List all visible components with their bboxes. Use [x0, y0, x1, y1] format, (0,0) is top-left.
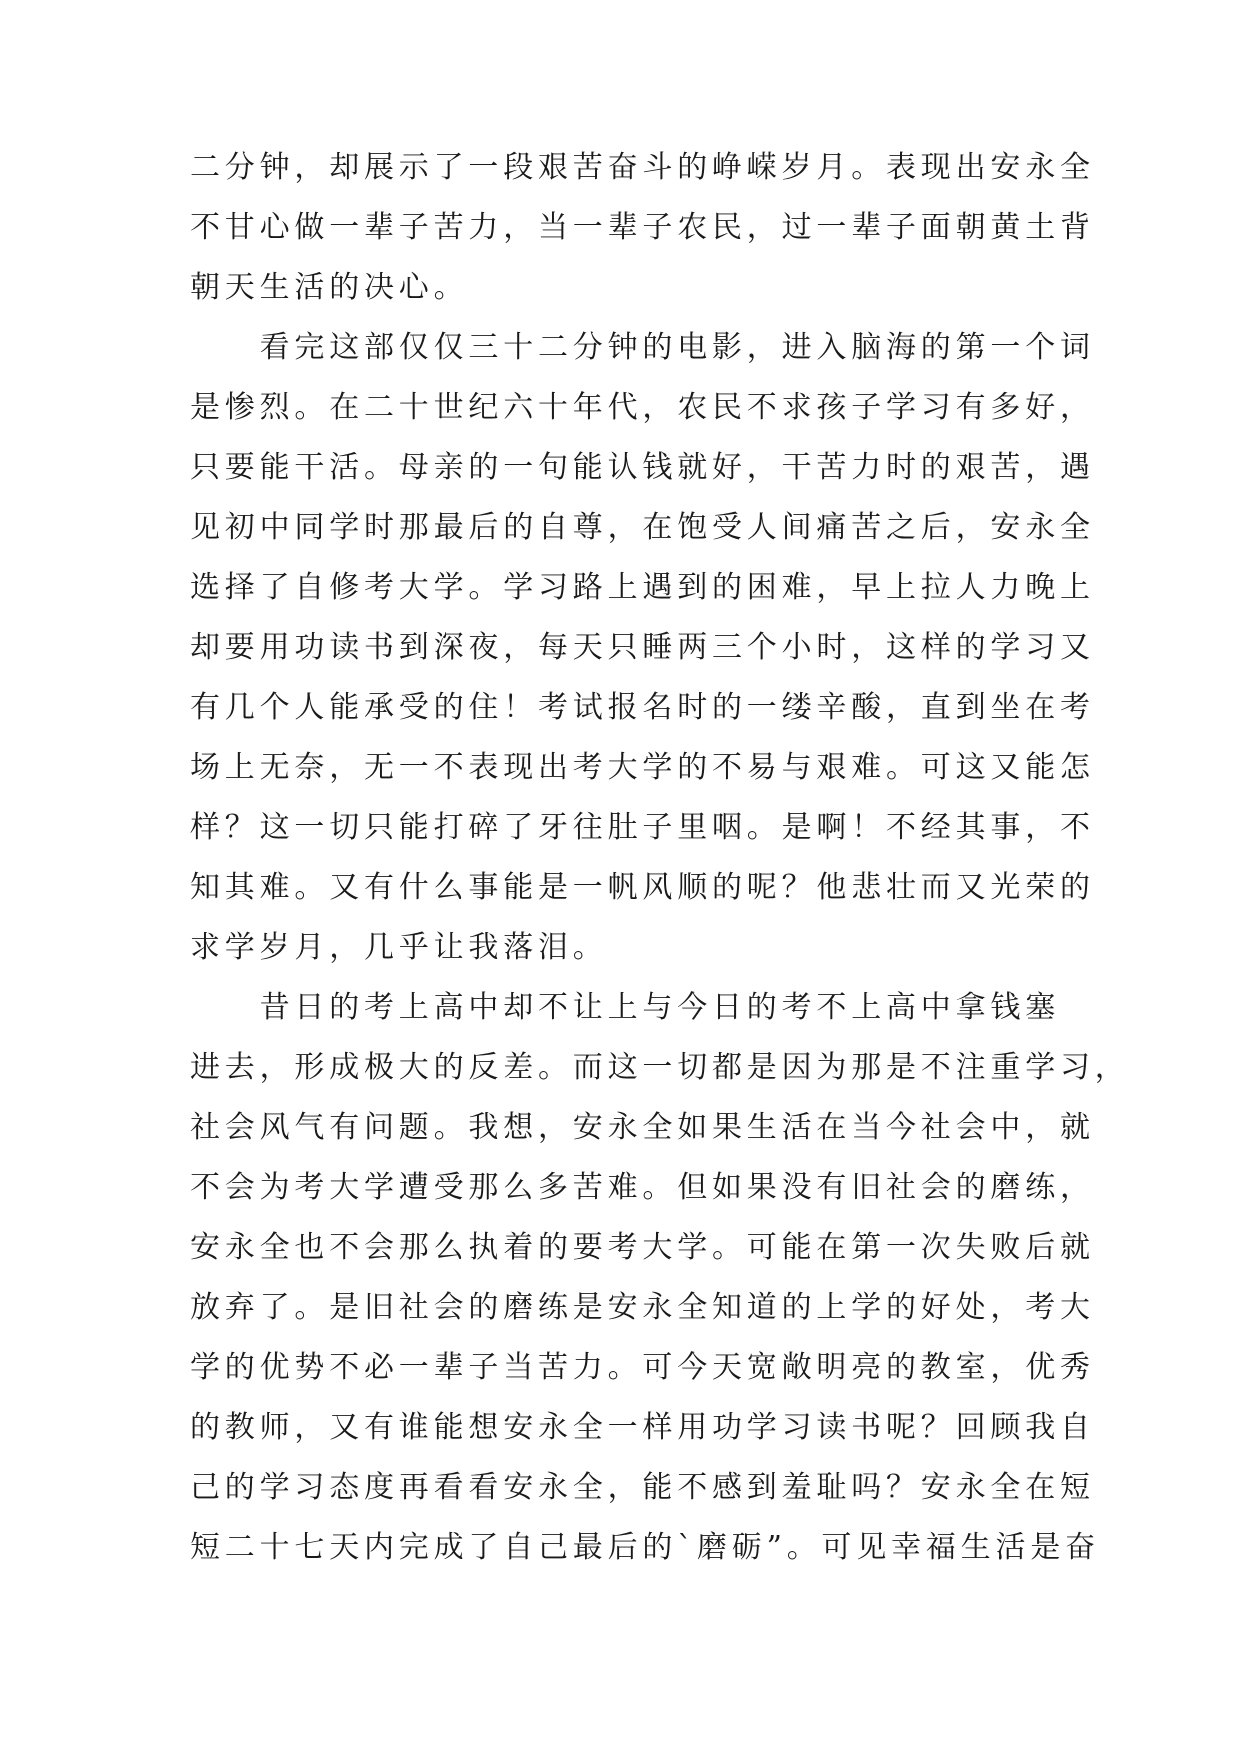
text-line: 样？这一切只能打碎了牙往肚子里咽。是啊！不经其事，不 — [190, 810, 1095, 845]
text-line: 场上无奈，无一不表现出考大学的不易与艰难。可这又能怎 — [190, 750, 1095, 785]
text-line: 求学岁月，几乎让我落泪。 — [190, 930, 608, 965]
text-line: 是惨烈。在二十世纪六十年代，农民不求孩子学习有多好， — [190, 390, 1095, 425]
text-line: 进去，形成极大的反差。而这一切都是因为那是不注重学习， — [190, 1050, 1130, 1085]
text-line: 社会风气有问题。我想，安永全如果生活在当今社会中，就 — [190, 1110, 1095, 1145]
text-line: 却要用功读书到深夜，每天只睡两三个小时，这样的学习又 — [190, 630, 1095, 665]
text-line: 学的优势不必一辈子当苦力。可今天宽敞明亮的教室，优秀 — [190, 1350, 1095, 1385]
text-line: 只要能干活。母亲的一句能认钱就好，干苦力时的艰苦，遇 — [190, 450, 1095, 485]
text-line: 朝天生活的决心。 — [190, 270, 469, 305]
text-line: 选择了自修考大学。学习路上遇到的困难，早上拉人力晚上 — [190, 570, 1095, 605]
text-line: 不甘心做一辈子苦力，当一辈子农民，过一辈子面朝黄土背 — [190, 210, 1095, 245]
text-line: 看完这部仅仅三十二分钟的电影，进入脑海的第一个词 — [190, 330, 1095, 365]
text-line: 的教师，又有谁能想安永全一样用功学习读书呢？回顾我自 — [190, 1410, 1095, 1445]
text-line: 二分钟，却展示了一段艰苦奋斗的峥嵘岁月。表现出安永全 — [190, 150, 1095, 185]
text-line: 己的学习态度再看看安永全，能不感到羞耻吗？安永全在短 — [190, 1470, 1095, 1505]
text-line: 放弃了。是旧社会的磨练是安永全知道的上学的好处，考大 — [190, 1290, 1095, 1325]
text-line: 知其难。又有什么事能是一帆风顺的呢？他悲壮而又光荣的 — [190, 870, 1095, 905]
text-line: 昔日的考上高中却不让上与今日的考不上高中拿钱塞 — [190, 990, 1060, 1025]
text-line: 有几个人能承受的住！考试报名时的一缕辛酸，直到坐在考 — [190, 690, 1095, 725]
text-line: 短二十七天内完成了自己最后的`磨砺”。可见幸福生活是奋 — [190, 1530, 1100, 1565]
text-line: 见初中同学时那最后的自尊，在饱受人间痛苦之后，安永全 — [190, 510, 1095, 545]
text-line: 安永全也不会那么执着的要考大学。可能在第一次失败后就 — [190, 1230, 1095, 1265]
text-line: 不会为考大学遭受那么多苦难。但如果没有旧社会的磨练， — [190, 1170, 1095, 1205]
